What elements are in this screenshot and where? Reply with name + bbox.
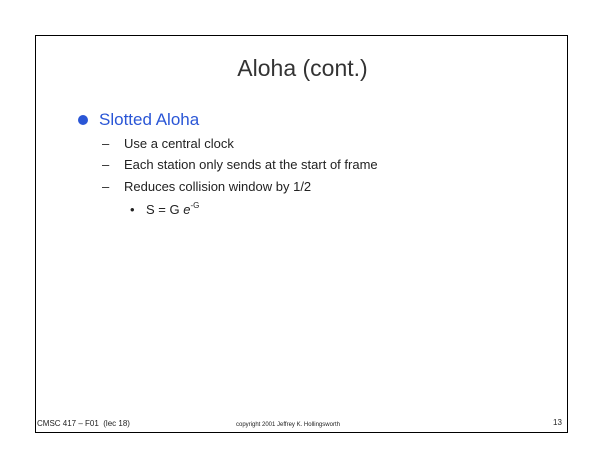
bullet-label: Slotted Aloha (99, 110, 200, 129)
sub-item-collision-window (102, 179, 311, 194)
formula-exponent: -G (190, 201, 200, 210)
small-bullet-icon: • (130, 202, 135, 217)
sub-item-text: Each station only sends at the start of frame (124, 157, 378, 172)
bullet-dot-icon (78, 115, 88, 125)
formula-base: e (183, 202, 191, 217)
formula-lhs: S = G (146, 202, 184, 217)
slide-frame (35, 35, 568, 433)
footer-course: CMSC 417 – F01 (lec 18) (37, 419, 130, 428)
sub-item-start-of-frame (102, 157, 378, 172)
dash-icon: – (102, 157, 110, 172)
dash-icon: – (102, 179, 110, 194)
sub-item-central-clock (102, 136, 234, 151)
page-number: 13 (553, 418, 562, 427)
dash-icon: – (102, 136, 110, 151)
footer-copyright: copyright 2001 Jeffrey K. Hollingsworth (236, 422, 340, 428)
sub-item-text: Reduces collision window by 1/2 (124, 179, 312, 194)
bullet-slotted-aloha (78, 110, 199, 130)
slide-title: Aloha (cont.) (237, 55, 368, 81)
sub-item-text: Use a central clock (124, 136, 234, 151)
formula-item (130, 202, 199, 217)
